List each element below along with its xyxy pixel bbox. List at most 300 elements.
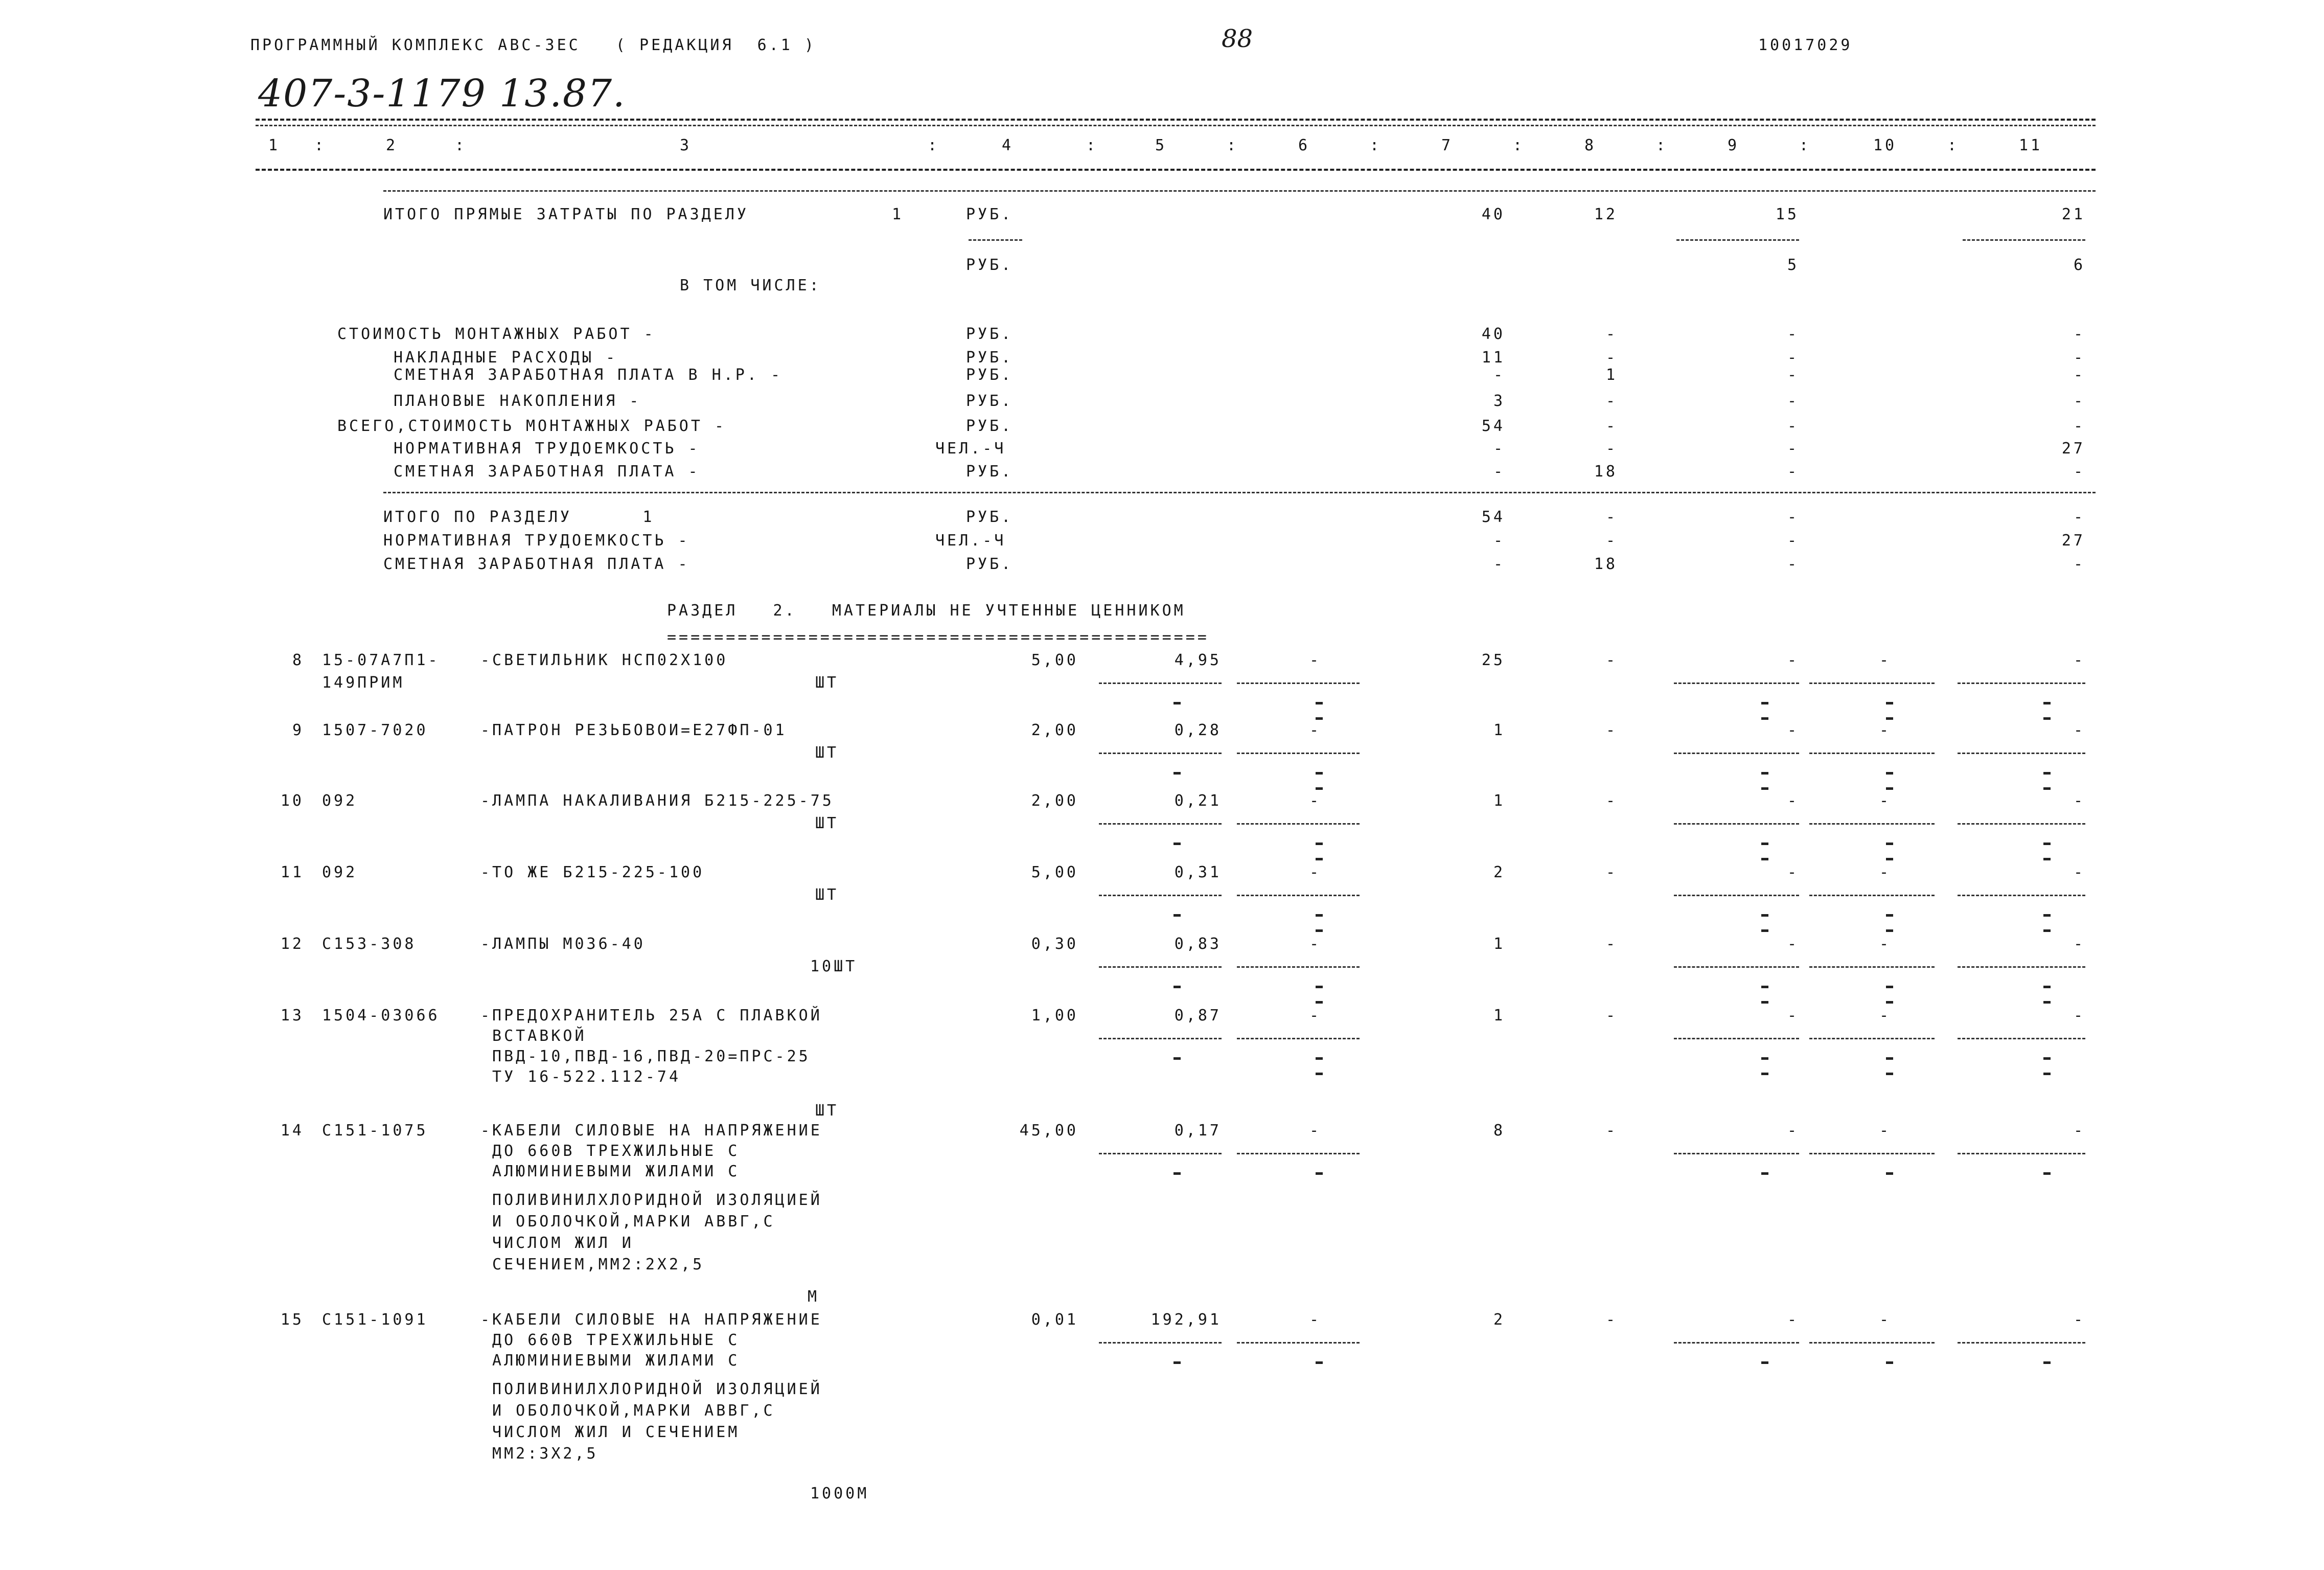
section-total-col8: 18 [1594,555,1618,573]
column-number-9: 9 [1728,136,1740,154]
section1-total-label: ИТОГО ПРЯМЫЕ ЗАТРАТЫ ПО РАЗДЕЛУ [383,206,749,223]
cost-row-col7: - [1493,440,1505,458]
cost-row-col11: - [2073,366,2085,384]
item-col10: - [1879,721,1891,739]
item-col8: - [1605,863,1618,881]
item-code: 092 [322,792,358,810]
item-dash-mark [1886,1057,1893,1060]
item-unit-price: 4,95 [1174,651,1222,669]
item-col10: - [1879,1311,1891,1329]
item-dash-mark [1761,1001,1768,1004]
item-subtotal-rule [1099,682,1222,684]
item-subtotal-rule [1099,1153,1222,1154]
item-code: 15-07А7П1- [322,651,440,669]
cost-row-col8: - [1605,392,1618,410]
cost-row-col9: - [1787,349,1799,367]
cost-row-unit: РУБ. [966,325,1014,343]
item-dash-mark [1761,843,1768,845]
item-dash-mark [1316,1361,1323,1364]
item-subtotal-rule [1099,895,1222,896]
item-dash-mark [1316,1057,1323,1060]
column-number-11: 11 [2019,136,2043,154]
column-separator: : [1947,136,1960,154]
item-dash-mark [2043,717,2051,720]
item-dash-mark [1886,1001,1893,1004]
item-col9: - [1787,935,1799,953]
cost-row-unit: РУБ. [966,417,1014,435]
item-dash-mark [2043,929,2051,932]
item-description-line: АЛЮМИНИЕВЫМИ ЖИЛАМИ С [480,1352,740,1370]
section-total-col8: - [1605,532,1618,550]
item-description-line: ЧИСЛОМ ЖИЛ И СЕЧЕНИЕМ [480,1423,740,1441]
item-dash-mark [1173,843,1181,845]
item-dash-mark [1173,702,1181,704]
item-total-col7: 8 [1493,1122,1505,1140]
section-total-unit: РУБ. [966,555,1014,573]
item-dash-mark [1316,986,1323,988]
item-unit: ШТ [815,1102,839,1120]
item-subtotal-rule [1237,753,1360,754]
item-dash-mark [1761,1361,1768,1364]
section2-title: РАЗДЕЛ 2. МАТЕРИАЛЫ НЕ УЧТЕННЫЕ ЦЕННИКОМ [667,602,1186,620]
cost-row-col8: - [1605,440,1618,458]
section1-total-unit-2: РУБ. [966,256,1014,274]
item-number: 11 [280,863,304,881]
item-total-col7: 25 [1481,651,1505,669]
cost-row-col11: - [2073,349,2085,367]
item-dash-mark [2043,914,2051,917]
item-description-line: ДО 660В ТРЕХЖИЛЬНЫЕ С [480,1142,740,1160]
item-col11: - [2073,792,2085,810]
item-subtotal-rule [1809,682,1935,684]
item-code: С151-1091 [322,1311,428,1329]
item-description-line: -ЛАМПА НАКАЛИВАНИЯ Б215-225-75 [480,792,834,810]
item-subtotal-rule [1809,1038,1935,1039]
cost-row-col7: 11 [1481,349,1505,367]
section-total-col11: - [2073,555,2085,573]
item-col6: - [1309,863,1321,881]
cost-row-col7: 3 [1493,392,1505,410]
item-code-continued: 149ПРИМ [322,674,405,692]
column-number-3: 3 [680,136,692,154]
item-quantity: 1,00 [1031,1007,1078,1025]
item-number: 8 [292,651,304,669]
item-dash-mark [2043,702,2051,704]
item-unit: М [808,1288,820,1306]
cost-row-label: СМЕТНАЯ ЗАРАБОТНАЯ ПЛАТА В Н.Р. - [394,366,783,384]
item-col8: - [1605,792,1618,810]
section-total-col7: - [1493,532,1505,550]
item-col8: - [1605,1007,1618,1025]
item-dash-mark [1761,929,1768,932]
column-separator: : [455,136,467,154]
page-number: 88 [1222,25,1253,53]
column-separator: : [1370,136,1382,154]
item-subtotal-rule [1958,1153,2085,1154]
item-number: 14 [280,1122,304,1140]
item-subtotal-rule [1237,895,1360,896]
section1-total-col11: 21 [2061,206,2085,223]
item-col9: - [1787,1311,1799,1329]
item-col10: - [1879,863,1891,881]
section1-total-col9-2: 5 [1787,256,1799,274]
section-total-col9: - [1787,508,1799,526]
item-dash-mark [1886,858,1893,860]
item-subtotal-rule [1958,895,2085,896]
item-dash-mark [1761,772,1768,775]
program-header: ПРОГРАММНЫЙ КОМПЛЕКС АВС-3ЕС ( РЕДАКЦИЯ 6.1 ) [250,36,816,54]
section1-total-unit: РУБ. [966,206,1014,223]
item-dash-mark [1316,843,1323,845]
item-description-line: -СВЕТИЛЬНИК НСП02Х100 [480,651,728,669]
item-dash-mark [2043,1001,2051,1004]
item-total-col7: 1 [1493,1007,1505,1025]
item-unit: 1000М [810,1485,869,1503]
item-description-line: ВСТАВКОЙ [480,1027,587,1045]
item-col6: - [1309,721,1321,739]
item-total-col7: 2 [1493,863,1505,881]
item-subtotal-rule [1958,1342,2085,1344]
column-number-8: 8 [1584,136,1597,154]
item-dash-mark [1761,914,1768,917]
item-dash-mark [1316,929,1323,932]
section1-total-col7: 40 [1481,206,1505,223]
item-quantity: 45,00 [1019,1122,1078,1140]
section1-total-rule [383,190,2096,192]
item-col10: - [1879,651,1891,669]
column-separator: : [1513,136,1525,154]
section-total-col7: 54 [1481,508,1505,526]
cost-row-unit: ЧЕЛ.-Ч [935,440,1006,458]
cost-row-label: СМЕТНАЯ ЗАРАБОТНАЯ ПЛАТА - [394,463,700,481]
item-description-line: -ЛАМПЫ М036-40 [480,935,646,953]
item-col10: - [1879,792,1891,810]
item-col10: - [1879,1007,1891,1025]
item-col9: - [1787,863,1799,881]
item-dash-mark [1316,914,1323,917]
item-description-line: ПОЛИВИНИЛХЛОРИДНОЙ ИЗОЛЯЦИЕЙ [480,1191,822,1209]
item-dash-mark [1886,843,1893,845]
section1-total-col9: 15 [1775,206,1799,223]
column-separator: : [1656,136,1668,154]
item-col6: - [1309,935,1321,953]
item-dash-mark [2043,1057,2051,1060]
item-subtotal-rule [1237,823,1360,825]
item-dash-mark [1886,1172,1893,1175]
item-description-line: АЛЮМИНИЕВЫМИ ЖИЛАМИ С [480,1163,740,1180]
item-unit-price: 0,21 [1174,792,1222,810]
item-dash-mark [1886,787,1893,790]
item-col6: - [1309,1007,1321,1025]
cost-row-col9: - [1787,392,1799,410]
section1-number: 1 [892,206,904,223]
item-subtotal-rule [1237,682,1360,684]
item-subtotal-rule [1674,1342,1799,1344]
item-dash-mark [1761,1073,1768,1075]
item-col10: - [1879,1122,1891,1140]
item-total-col7: 1 [1493,721,1505,739]
item-subtotal-rule [1958,966,2085,968]
item-subtotal-rule [1099,753,1222,754]
item-dash-mark [1316,717,1323,720]
item-subtotal-rule [1099,966,1222,968]
item-dash-mark [1761,702,1768,704]
cost-row-unit: РУБ. [966,463,1014,481]
item-quantity: 5,00 [1031,651,1078,669]
item-col6: - [1309,792,1321,810]
item-description-line: ТУ 16-522.112-74 [480,1068,681,1086]
item-description-line: И ОБОЛОЧКОЙ,МАРКИ АВВГ,С [480,1402,775,1420]
cost-row-label: СТОИМОСТЬ МОНТАЖНЫХ РАБОТ - [337,325,656,343]
item-subtotal-rule [1958,753,2085,754]
item-col8: - [1605,651,1618,669]
item-dash-mark [1173,986,1181,988]
item-dash-mark [1886,986,1893,988]
item-dash-mark [1886,772,1893,775]
section-total-col7: - [1493,555,1505,573]
section-total-col8: - [1605,508,1618,526]
item-quantity: 5,00 [1031,863,1078,881]
item-dash-mark [1316,702,1323,704]
handwritten-reference: 407-3-1179 13.87. [258,72,626,116]
item-subtotal-rule [1237,1153,1360,1154]
item-code: 092 [322,863,358,881]
cost-row-col8: 18 [1594,463,1618,481]
item-subtotal-rule [1809,1342,1935,1344]
item-col9: - [1787,1007,1799,1025]
section2-underline: ============================================== [667,628,1209,646]
item-unit-price: 0,28 [1174,721,1222,739]
cost-row-col11: - [2073,417,2085,435]
item-quantity: 2,00 [1031,792,1078,810]
item-dash-mark [2043,772,2051,775]
section-total-col11: 27 [2061,532,2085,550]
item-col9: - [1787,792,1799,810]
item-dash-mark [1761,1172,1768,1175]
cost-row-col11: - [2073,325,2085,343]
item-subtotal-rule [1674,753,1799,754]
item-dash-mark [1316,1073,1323,1075]
section-total-col9: - [1787,555,1799,573]
item-dash-mark [1316,772,1323,775]
item-subtotal-rule [1809,1153,1935,1154]
cost-row-label: ПЛАНОВЫЕ НАКОПЛЕНИЯ - [394,392,641,410]
item-col8: - [1605,1311,1618,1329]
section1-total-dashes [1676,239,1799,241]
item-description-line: -ПАТРОН РЕЗЬБОВОИ=Е27ФП-01 [480,721,787,739]
item-number: 13 [280,1007,304,1025]
item-dash-mark [2043,986,2051,988]
cost-row-col11: 27 [2061,440,2085,458]
item-col6: - [1309,651,1321,669]
item-col9: - [1787,721,1799,739]
cost-row-col9: - [1787,440,1799,458]
cost-row-unit: РУБ. [966,366,1014,384]
cost-row-col7: 40 [1481,325,1505,343]
item-dash-mark [2043,1172,2051,1175]
item-subtotal-rule [1237,1342,1360,1344]
item-number: 9 [292,721,304,739]
item-dash-mark [2043,1073,2051,1075]
item-dash-mark [1761,858,1768,860]
item-dash-mark [1173,1361,1181,1364]
section-total-label: СМЕТНАЯ ЗАРАБОТНАЯ ПЛАТА - [383,555,690,573]
item-description-line: И ОБОЛОЧКОЙ,МАРКИ АВВГ,С [480,1213,775,1231]
item-code: 1504-03066 [322,1007,440,1025]
column-number-7: 7 [1441,136,1454,154]
item-col11: - [2073,935,2085,953]
item-subtotal-rule [1674,682,1799,684]
item-unit-price: 0,87 [1174,1007,1222,1025]
item-dash-mark [1761,1057,1768,1060]
section1-total-col8: 12 [1594,206,1618,223]
item-subtotal-rule [1237,966,1360,968]
item-subtotal-rule [1809,823,1935,825]
item-dash-mark [1886,914,1893,917]
item-col8: - [1605,935,1618,953]
item-subtotal-rule [1674,966,1799,968]
item-number: 15 [280,1311,304,1329]
item-unit: ШТ [815,886,839,904]
item-col11: - [2073,1007,2085,1025]
cost-row-label: НАКЛАДНЫЕ РАСХОДЫ - [394,349,618,367]
item-dash-mark [1316,787,1323,790]
column-separator: : [1086,136,1098,154]
item-number: 12 [280,935,304,953]
item-col6: - [1309,1311,1321,1329]
top-rule [256,119,2096,121]
column-number-2: 2 [386,136,398,154]
cost-row-col9: - [1787,366,1799,384]
item-dash-mark [2043,858,2051,860]
cost-row-label: ВСЕГО,СТОИМОСТЬ МОНТАЖНЫХ РАБОТ - [337,417,727,435]
item-description-line: -КАБЕЛИ СИЛОВЫЕ НА НАПРЯЖЕНИЕ [480,1311,822,1329]
item-subtotal-rule [1099,1038,1222,1039]
column-separator: : [928,136,940,154]
item-col9: - [1787,651,1799,669]
item-dash-mark [1761,986,1768,988]
item-col9: - [1787,1122,1799,1140]
column-number-10: 10 [1873,136,1897,154]
section-total-unit: ЧЕЛ.-Ч [935,532,1006,550]
item-subtotal-rule [1809,753,1935,754]
item-dash-mark [1173,1057,1181,1060]
item-dash-mark [2043,1361,2051,1364]
item-description-line: ПОЛИВИНИЛХЛОРИДНОЙ ИЗОЛЯЦИЕЙ [480,1380,822,1398]
cost-block-rule [383,492,2096,493]
section-total-col9: - [1787,532,1799,550]
cost-row-col9: - [1787,463,1799,481]
item-dash-mark [2043,787,2051,790]
section1-total-dashes [969,239,1022,241]
item-dash-mark [1886,1073,1893,1075]
item-subtotal-rule [1674,1038,1799,1039]
item-col11: - [2073,1311,2085,1329]
item-description-line: ЧИСЛОМ ЖИЛ И [480,1234,634,1252]
item-subtotal-rule [1809,895,1935,896]
item-dash-mark [1173,914,1181,917]
item-col8: - [1605,1122,1618,1140]
item-description-line: ДО 660В ТРЕХЖИЛЬНЫЕ С [480,1331,740,1349]
item-unit-price: 0,83 [1174,935,1222,953]
column-number-1: 1 [268,136,281,154]
item-unit: ШТ [815,674,839,692]
item-subtotal-rule [1099,1342,1222,1344]
item-total-col7: 2 [1493,1311,1505,1329]
item-unit: ШТ [815,744,839,762]
item-dash-mark [1886,702,1893,704]
item-number: 10 [280,792,304,810]
section1-total-dashes [1963,239,2085,241]
item-dash-mark [1316,1001,1323,1004]
item-subtotal-rule [1674,823,1799,825]
item-subtotal-rule [1099,823,1222,825]
column-number-5: 5 [1155,136,1167,154]
item-subtotal-rule [1809,966,1935,968]
item-dash-mark [1886,1361,1893,1364]
item-dash-mark [1316,858,1323,860]
item-col11: - [2073,721,2085,739]
item-col11: - [2073,651,2085,669]
cost-row-col8: - [1605,417,1618,435]
item-description-line: -ПРЕДОХРАНИТЕЛЬ 25А С ПЛАВКОЙ [480,1007,822,1025]
item-quantity: 2,00 [1031,721,1078,739]
item-col8: - [1605,721,1618,739]
cost-row-label: НОРМАТИВНАЯ ТРУДОЕМКОСТЬ - [394,440,700,458]
item-code: С153-308 [322,935,417,953]
cost-row-col9: - [1787,417,1799,435]
cost-row-unit: РУБ. [966,349,1014,367]
item-unit-price: 0,17 [1174,1122,1222,1140]
cost-row-col8: - [1605,325,1618,343]
item-dash-mark [1761,787,1768,790]
column-separator: : [1799,136,1811,154]
item-dash-mark [1316,1172,1323,1175]
cost-row-col7: - [1493,366,1505,384]
item-col11: - [2073,1122,2085,1140]
item-subtotal-rule [1958,823,2085,825]
cost-row-col8: - [1605,349,1618,367]
item-subtotal-rule [1674,895,1799,896]
item-description-line: ПВД-10,ПВД-16,ПВД-20=ПРС-25 [480,1048,811,1065]
item-total-col7: 1 [1493,792,1505,810]
cost-row-col11: - [2073,463,2085,481]
item-total-col7: 1 [1493,935,1505,953]
item-dash-mark [1173,772,1181,775]
item-unit: ШТ [815,814,839,832]
cost-row-col7: 54 [1481,417,1505,435]
header-bottom-rule [256,169,2096,171]
column-number-4: 4 [1002,136,1014,154]
item-dash-mark [1173,1172,1181,1175]
top-rule-2 [256,125,2096,126]
item-description-line: СЕЧЕНИЕМ,ММ2:2Х2,5 [480,1256,705,1273]
item-quantity: 0,01 [1031,1311,1078,1329]
item-quantity: 0,30 [1031,935,1078,953]
document-code: 10017029 [1758,36,1853,54]
item-unit-price: 192,91 [1151,1311,1222,1329]
cost-row-col11: - [2073,392,2085,410]
cost-row-unit: РУБ. [966,392,1014,410]
item-col10: - [1879,935,1891,953]
section-total-col11: - [2073,508,2085,526]
item-col11: - [2073,863,2085,881]
item-col6: - [1309,1122,1321,1140]
item-description-line: -ТО ЖЕ Б215-225-100 [480,863,705,881]
item-description-line: -КАБЕЛИ СИЛОВЫЕ НА НАПРЯЖЕНИЕ [480,1122,822,1140]
item-code: С151-1075 [322,1122,428,1140]
item-subtotal-rule [1237,1038,1360,1039]
